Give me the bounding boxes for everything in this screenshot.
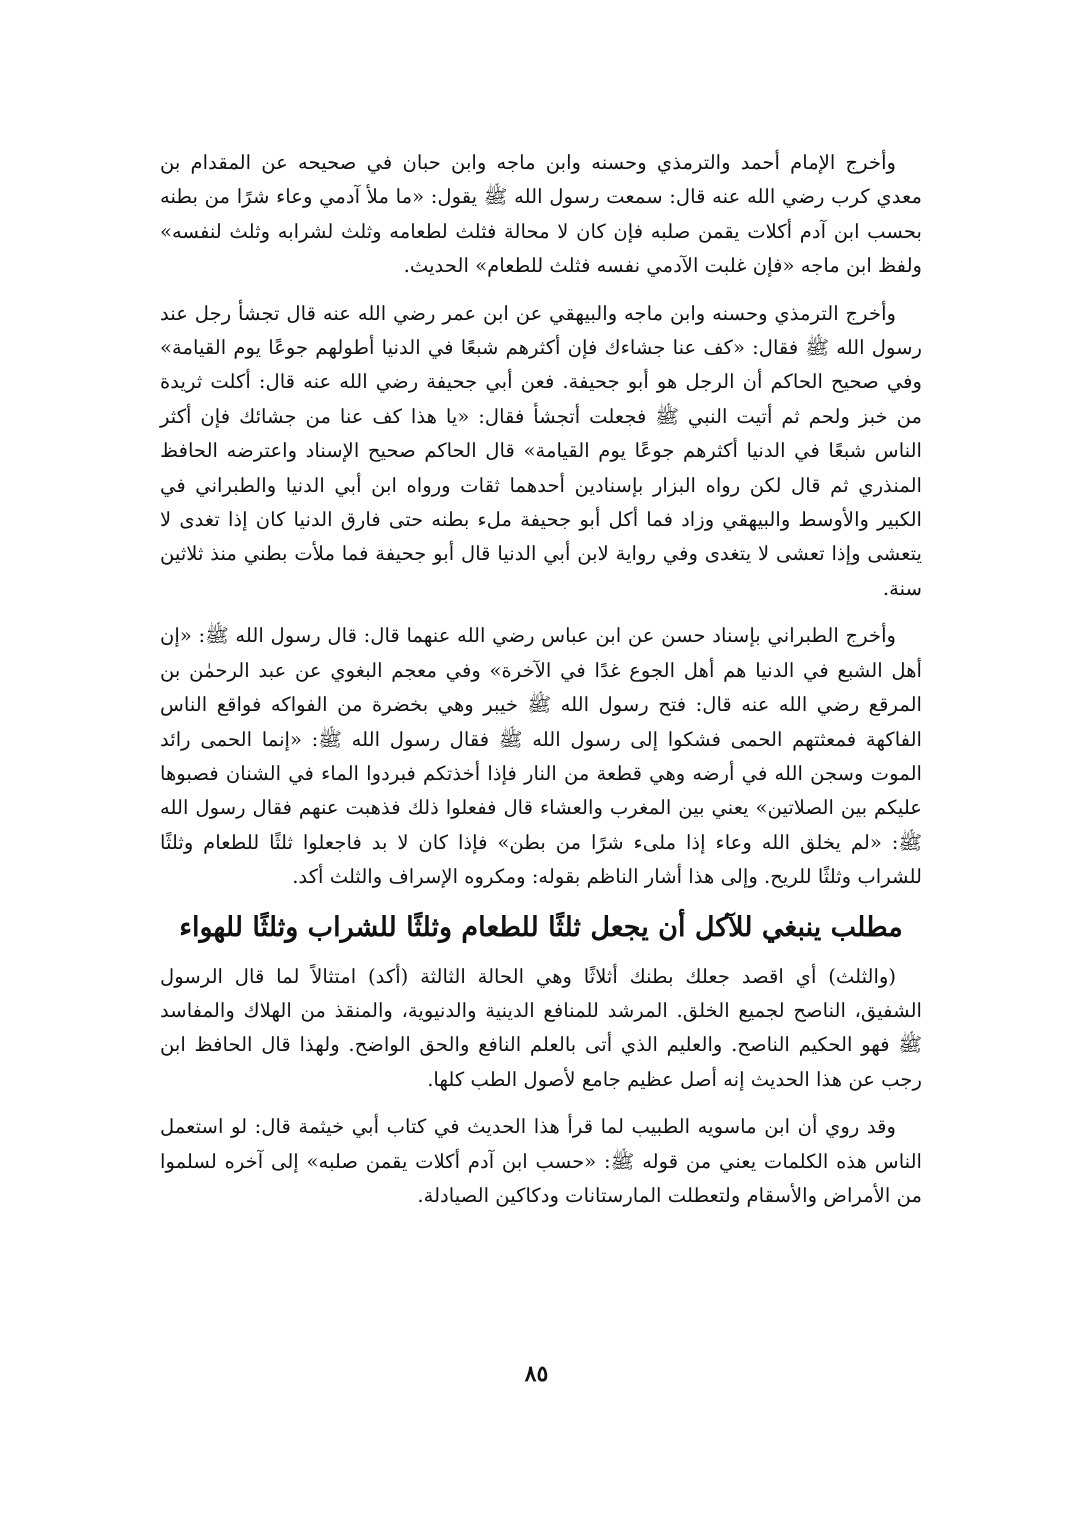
page-number: ٨٥ [524,1361,549,1387]
paragraph-2: وأخرج الترمذي وحسنه وابن ماجه والبيهقي عن ابن عمر رضي الله عنه قال تجشأ رجل عند رسول الله ﷺ فقال: «كف عنا جشاءك فإن أكثرهم شبعًا في الدنيا أطولهم جوعًا يوم القيامة» وفي صحيح الحاكم أن الرجل هو أبو جحيفة. فعن أبي جحيفة رضي الله عنه قال: أكلت ثريدة من خبز ولحم ثم أتيت النبي ﷺ فجعلت أتجشأ فقال: «يا هذا كف عنا من جشائك فإن أكثر الناس شبعًا في الدنيا أكثرهم جوعًا يوم القيامة» قال الحاكم صحيح الإسناد واعترضه الحافظ المنذري ثم قال لكن رواه البزار بإسنادين أحدهما ثقات ورواه ابن أبي الدنيا والطبراني في الكبير والأوسط والبيهقي وزاد فما أكل أبو جحيفة ملء بطنه حتى فارق الدنيا كان إذا تغدى لا يتعشى وإذا تعشى لا يتغدى وفي رواية لابن أبي الدنيا قال أبو جحيفة فما ملأت بطني منذ ثلاثين سنة. [160,301,922,600]
paragraph-4: (والثلث) أي اقصد جعلك بطنك أثلاثًا وهي الحالة الثالثة (أكد) امتثالاً لما قال الرسول الشفيق، الناصح لجميع الخلق. المرشد للمنافع الدينية والدنيوية، والمنقذ من الهلاك والمفاسد ﷺ فهو الحكيم الناصح. والعليم الذي أتى بالعلم النافع والحق الواضح. ولهذا قال الحافظ ابن رجب عن هذا الحديث إنه أصل عظيم جامع لأصول الطب كلها. [160,964,922,1091]
paragraph-5: وقد روي أن ابن ماسويه الطبيب لما قرأ هذا الحديث في كتاب أبي خيثمة قال: لو استعمل الناس هذه الكلمات يعني من قوله ﷺ: «حسب ابن آدم أكلات يقمن صلبه» إلى آخره لسلموا من الأمراض والأسقام ولتعطلت المارستانات ودكاكين الصيادلة. [160,1115,922,1207]
paragraph-1: وأخرج الإمام أحمد والترمذي وحسنه وابن ماجه وابن حبان في صحيحه عن المقدام بن معدي كرب رضي الله عنه قال: سمعت رسول الله ﷺ يقول: «ما ملأ آدمي وعاء شرًا من بطنه بحسب ابن آدم أكلات يقمن صلبه فإن كان لا محالة فثلث لطعامه وثلث لشرابه وثلث لنفسه» ولفظ ابن ماجه «فإن غلبت الآدمي نفسه فثلث للطعام» الحديث. [160,151,922,278]
section-heading: مطلب ينبغي للآكل أن يجعل ثلثًا للطعام وثلثًا للشراب وثلثًا للهواء [179,911,903,943]
page-body [160,146,922,1226]
paragraph-3: وأخرج الطبراني بإسناد حسن عن ابن عباس رضي الله عنهما قال: قال رسول الله ﷺ: «إن أهل الشبع في الدنيا هم أهل الجوع غدًا في الآخرة» وفي معجم البغوي عن عبد الرحمٰن بن المرقع رضي الله عنه قال: فتح رسول الله ﷺ خيبر وهي بخضرة من الفواكه فواقع الناس الفاكهة فمعثتهم الحمى فشكوا إلى رسول الله ﷺ فقال رسول الله ﷺ: «إنما الحمى رائد الموت وسجن الله في أرضه وهي قطعة من النار فإذا أخذتكم فبردوا الماء في الشنان فصبوها عليكم بين الصلاتين» يعني بين المغرب والعشاء قال ففعلوا ذلك فذهبت عنهم فقال رسول الله ﷺ: «لم يخلق الله وعاء إذا ملىء شرًا من بطن» فإذا كان لا بد فاجعلوا ثلثًا للطعام وثلثًا للشراب وثلثًا للريح. وإلى هذا أشار الناظم بقوله: ومكروه الإسراف والثلث أكد. [160,624,922,889]
